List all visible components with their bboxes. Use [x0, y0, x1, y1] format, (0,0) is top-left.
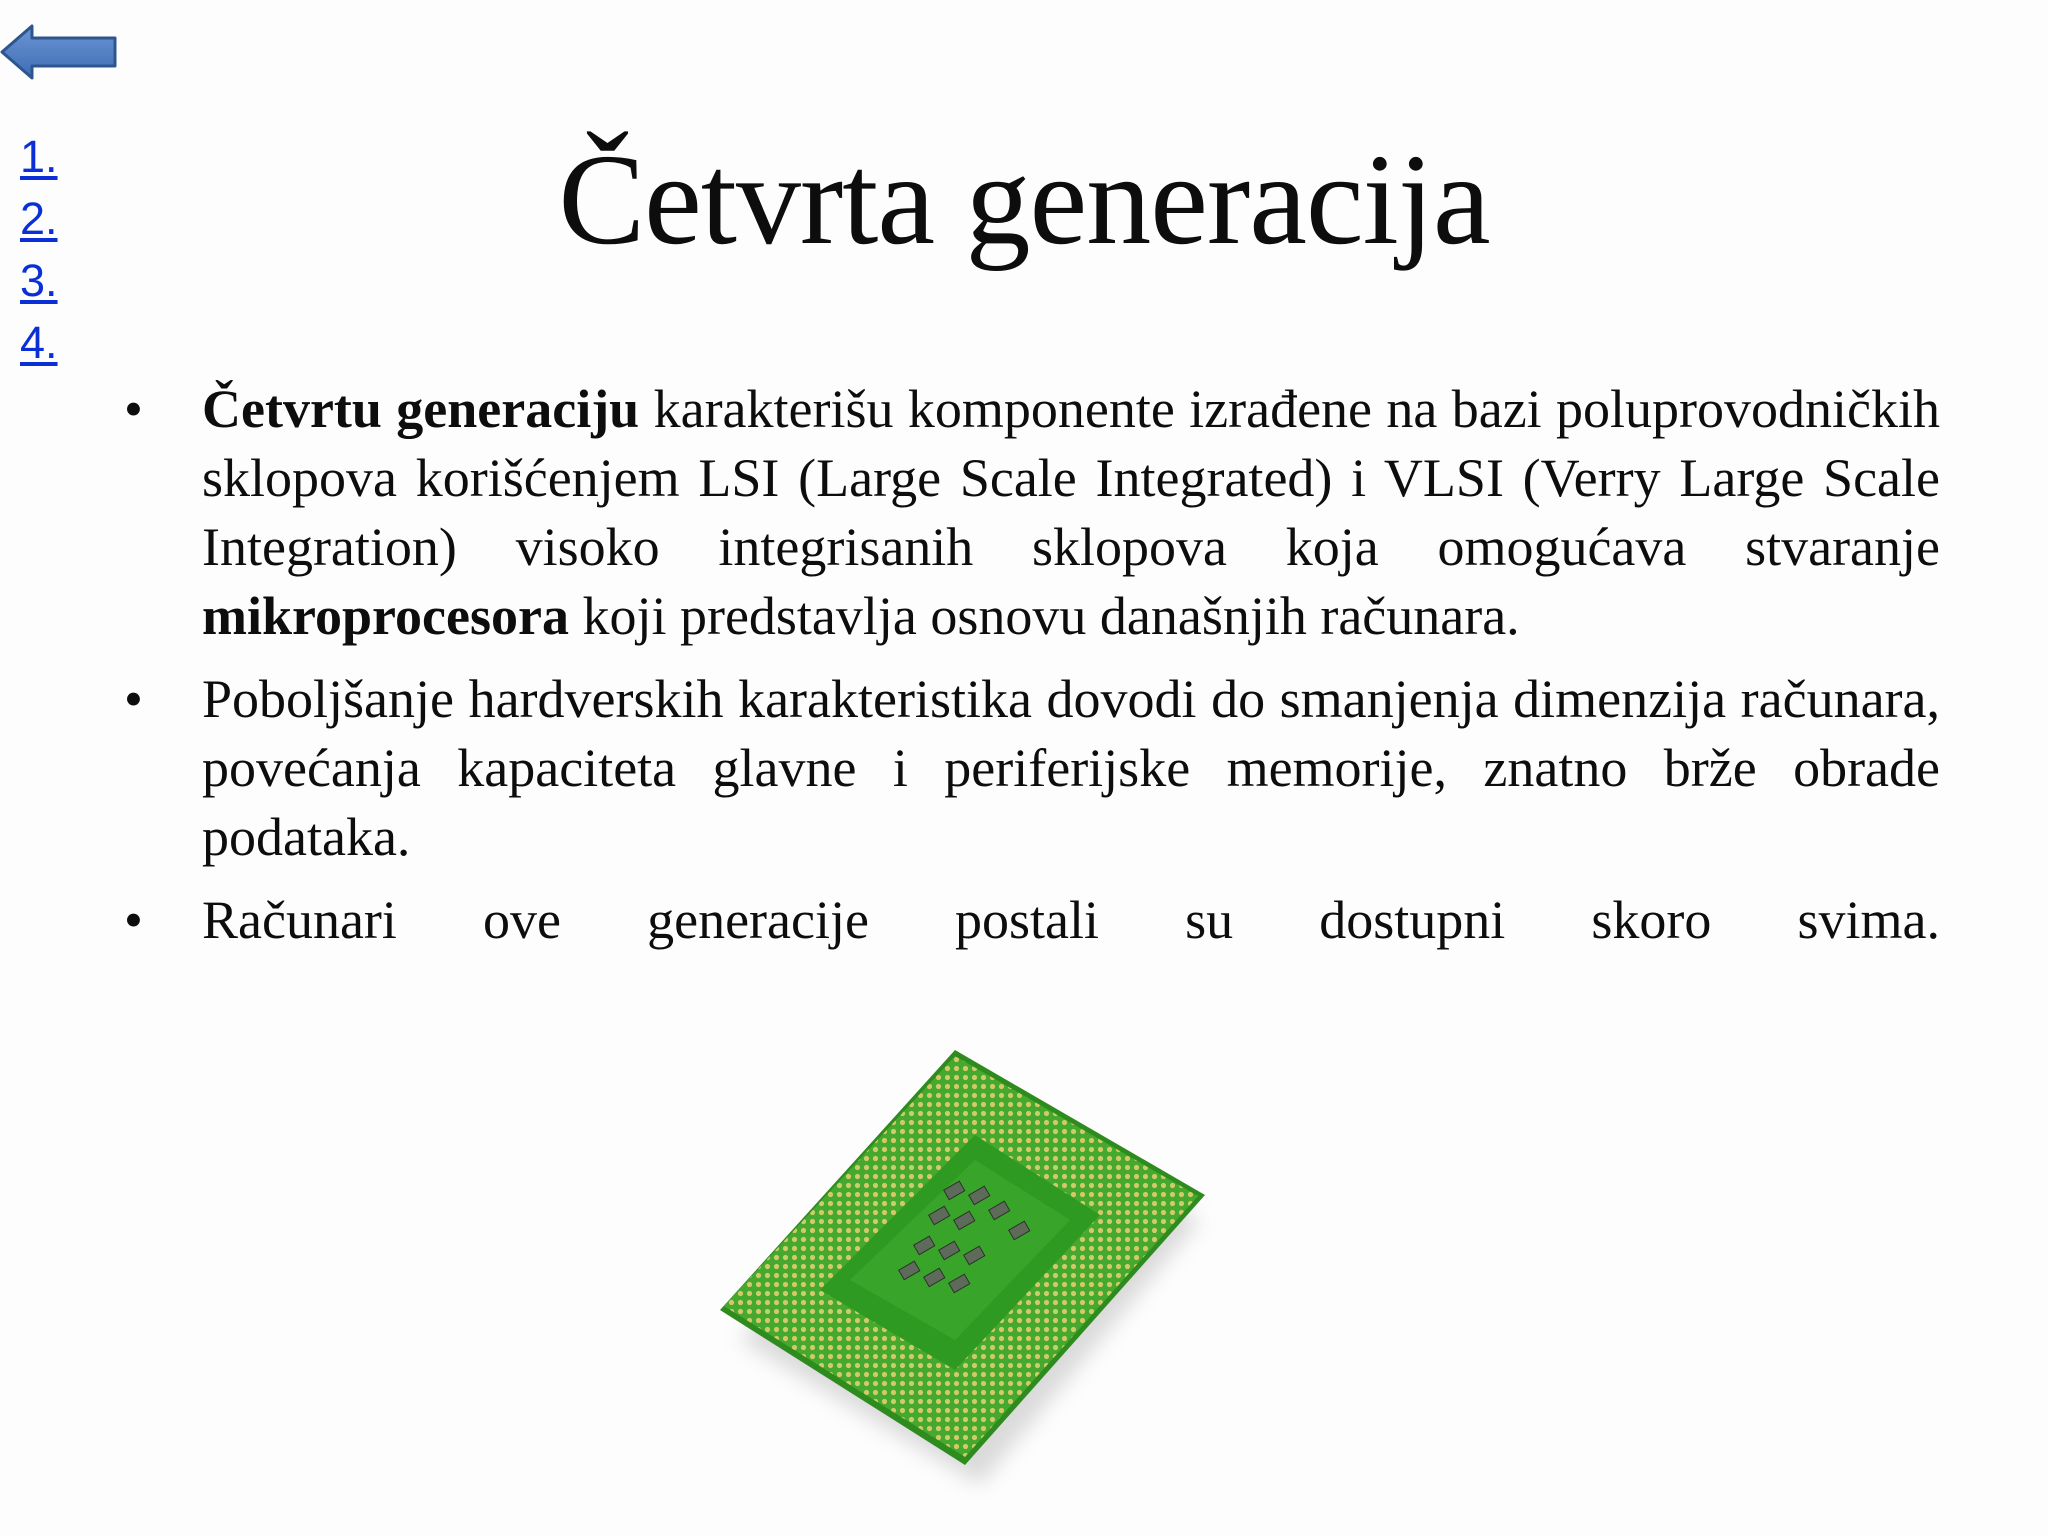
bullet-marker: • — [124, 379, 143, 439]
bullet-text: Računari ove generacije postali su dostupni skoro svima. — [202, 890, 1940, 950]
nav-link-4[interactable]: 4. — [20, 317, 58, 368]
nav-link-2[interactable]: 2. — [20, 193, 58, 244]
nav-link-1[interactable]: 1. — [20, 131, 58, 182]
back-arrow-icon[interactable] — [0, 22, 118, 82]
bold-term-generation: Četvrtu generaciju — [202, 379, 640, 439]
bullet-text: Poboljšanje hardverskih karakteristika dovodi do smanjenja dimenzija računara, povećanja kapaciteta glavne i periferijske memorije, znatno brže obrade podataka. — [202, 669, 1940, 867]
bullet-item-2 — [120, 665, 1940, 872]
bullet-item-3 — [120, 886, 1940, 955]
bold-term-microprocessor: mikroprocesora — [202, 586, 569, 646]
slide-title: Četvrta generacija — [558, 128, 1490, 272]
nav-link-3[interactable]: 3. — [20, 255, 58, 306]
bullet-text: karakterišu komponente izrađene na bazi poluprovodničkih sklopova korišćenjem LSI (Large Scale Integrated) i VLSI (Verry Large Scale Integration) visoko integrisanih sklopova koja omogućava stvaranje — [202, 379, 1940, 577]
bullet-marker: • — [124, 890, 143, 950]
bullet-marker: • — [124, 669, 143, 729]
bullet-item-1 — [120, 375, 1940, 651]
bullet-list — [120, 375, 1940, 969]
microprocessor-chip-image — [700, 1010, 1260, 1500]
bullet-text: koji predstavlja osnovu današnjih računara. — [568, 586, 1520, 646]
